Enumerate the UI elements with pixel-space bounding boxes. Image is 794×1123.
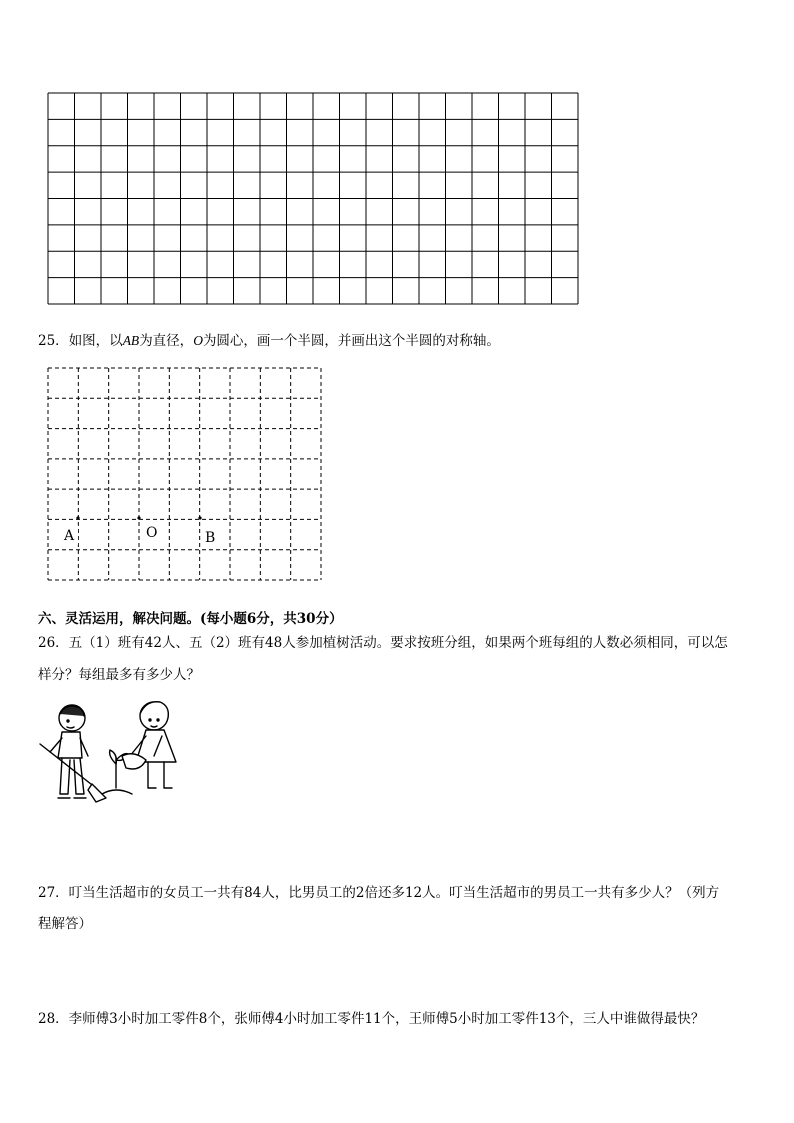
point-a-label: A bbox=[64, 528, 75, 544]
children-planting-tree-icon bbox=[36, 698, 196, 808]
question-25-number: 25． bbox=[38, 333, 69, 349]
point-b-label: B bbox=[205, 530, 216, 546]
question-27-line-1: 27．叮当生活超市的女员工一共有84人，比男员工的2倍还多12人。叮当生活超市的男员工一共有多少人？（列方 bbox=[38, 885, 720, 901]
question-28: 28．李师傅3小时加工零件8个，张师傅4小时加工零件11个，王师傅5小时加工零件13个，三人中谁做得最快？ bbox=[38, 1011, 705, 1027]
question-27-line-2: 程解答） bbox=[38, 916, 92, 932]
dashed-grid bbox=[48, 368, 323, 581]
question-25: 25．如图，以AB为直径，O为圆心，画一个半圆，并画出这个半圆的对称轴。 bbox=[38, 333, 500, 349]
question-26-line-2: 样分？每组最多有多少人？ bbox=[38, 667, 200, 683]
question-26-line-1: 26．五（1）班有42人、五（2）班有48人参加植树活动。要求按班分组，如果两个班每组的人数必须相同，可以怎 bbox=[38, 635, 728, 651]
point-b-dot bbox=[198, 516, 201, 519]
point-o-dot bbox=[137, 516, 140, 519]
solid-grid bbox=[48, 93, 579, 305]
section-6-heading: 六、灵活运用，解决问题。(每小题6分，共30分） bbox=[38, 611, 343, 627]
point-o-label: O bbox=[146, 525, 158, 541]
point-a-dot bbox=[76, 516, 79, 519]
